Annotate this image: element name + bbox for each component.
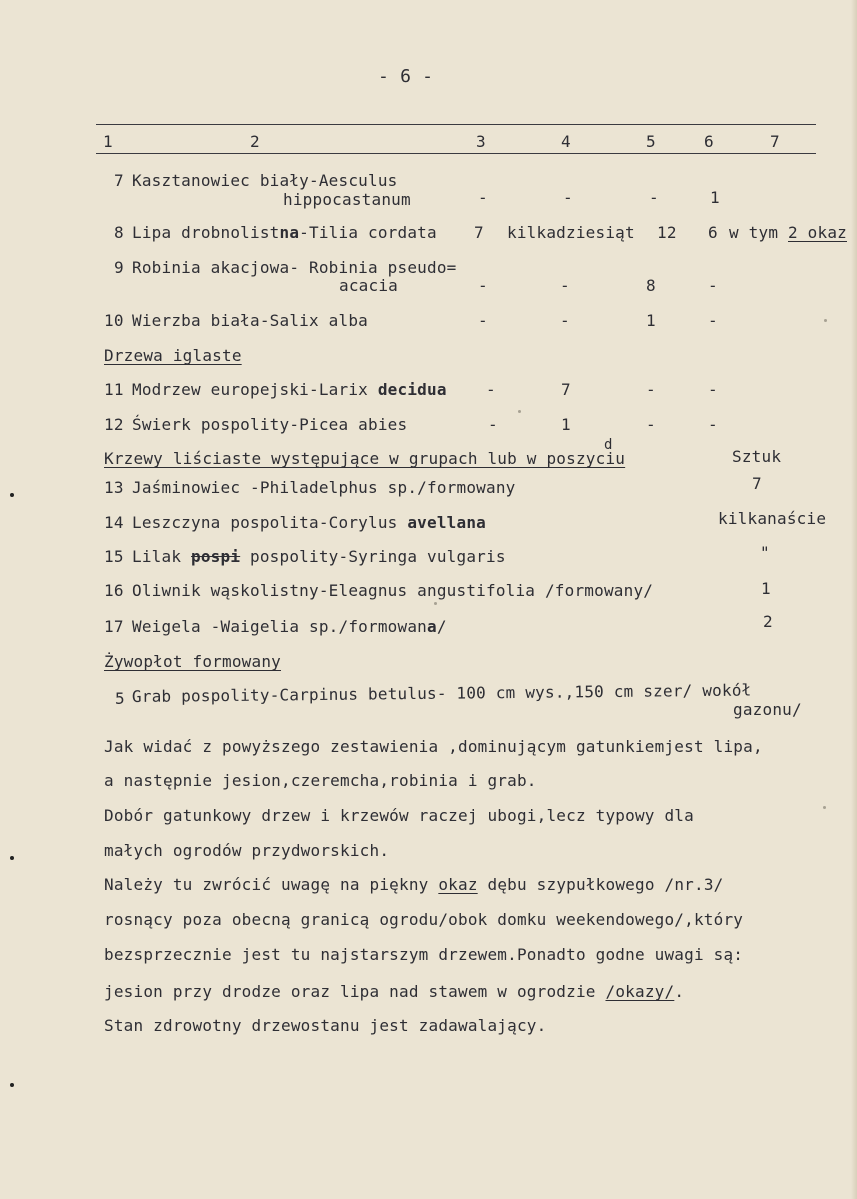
- paragraph-line-4: małych ogrodów przydworskich.: [104, 841, 390, 860]
- shrubs-count-header: Sztuk: [732, 447, 782, 466]
- row-17-name-part-c: /: [436, 617, 447, 636]
- row-15-name: [132, 548, 506, 566]
- row-16-number: 16: [104, 581, 124, 600]
- row-11-number: 11: [104, 380, 124, 399]
- row-8-name: [132, 224, 437, 242]
- row-12-col6: -: [708, 415, 718, 434]
- row-10-col5: 1: [646, 311, 656, 330]
- paragraph-line-5-part-c: dębu szypułkowego /nr.3/: [477, 875, 724, 894]
- col-header-1: 1: [103, 132, 113, 151]
- paragraph-line-5-underlined: okaz: [438, 875, 478, 894]
- row-17-name-part-a: Weigela -Waigelia sp./formowan: [132, 617, 427, 636]
- row-8-number: 8: [114, 223, 124, 242]
- row-7-col4: -: [563, 188, 573, 207]
- section-heading-conifers: Drzewa iglaste: [104, 346, 242, 365]
- page-edge-shadow: [851, 0, 857, 1199]
- row-9-col6: -: [708, 276, 718, 295]
- row-10-name: Wierzba biała-Salix alba: [132, 311, 368, 330]
- row-9-col3: -: [478, 276, 488, 295]
- paragraph-line-8: [104, 983, 684, 1001]
- page-number: - 6 -: [378, 66, 434, 87]
- row-8-col4: kilkadziesiąt: [507, 223, 635, 242]
- row-8-name-part-b: na: [279, 223, 300, 242]
- row-15-name-part-b: pospi: [191, 547, 241, 566]
- row-10-col3: -: [478, 311, 488, 330]
- row-14-name-part-a: Leszczyna pospolita-Corylus: [132, 513, 408, 532]
- row-9-name-cont: acacia: [339, 276, 398, 295]
- row-7-col3: -: [478, 188, 488, 207]
- paragraph-line-9: Stan zdrowotny drzewostanu jest zadawalający.: [104, 1016, 547, 1035]
- row-8-col7-underlined: 2 okaz: [788, 223, 847, 242]
- row-9-number: 9: [114, 258, 124, 277]
- row-11-name-part-b: decidua: [377, 380, 447, 399]
- table-header-top-rule: [96, 124, 816, 125]
- paragraph-line-2: a następnie jesion,czeremcha,robinia i grab.: [104, 771, 537, 790]
- paper-speck: [434, 602, 437, 605]
- row-9-col4: -: [560, 276, 570, 295]
- row-13-name: Jaśminowiec -Philadelphus sp./formowany: [132, 478, 516, 497]
- row-8-col7-text: w tym: [729, 223, 788, 242]
- col-header-6: 6: [704, 132, 714, 151]
- row-15-number: 15: [104, 547, 124, 566]
- row-16-name: Oliwnik wąskolistny-Eleagnus angustifolia /formowany/: [132, 581, 654, 600]
- row-12-col5: -: [646, 415, 656, 434]
- paragraph-line-1: Jak widać z powyższego zestawienia ,dominującym gatunkiemjest lipa,: [104, 737, 763, 756]
- row-17-name: [132, 618, 447, 636]
- row-8-name-part-a: Lipa drobnolist: [132, 223, 280, 242]
- row-9-col5: 8: [646, 276, 656, 295]
- section-heading-shrubs: Krzewy liściaste występujące w grupach lub w poszyciu: [104, 449, 626, 468]
- table-header-bottom-rule: [96, 153, 816, 154]
- row-11-col3: -: [486, 380, 496, 399]
- row-15-name-part-a: Lilak: [132, 547, 191, 566]
- paragraph-line-3: Dobór gatunkowy drzew i krzewów raczej ubogi,lecz typowy dla: [104, 806, 694, 825]
- paragraph-line-5: [104, 876, 724, 894]
- row-12-col4: 1: [561, 415, 571, 434]
- paragraph-line-8-underlined: /okazy/: [605, 982, 675, 1001]
- row-8-col5: 12: [657, 223, 677, 242]
- row-16-col7: 1: [761, 579, 771, 598]
- col-header-7: 7: [770, 132, 780, 151]
- margin-dot: [10, 856, 14, 860]
- paper-speck: [824, 319, 827, 322]
- row-14-name: [132, 514, 486, 532]
- row-7-col5: -: [649, 188, 659, 207]
- row-11-col5: -: [646, 380, 656, 399]
- row-8-name-part-c: -Tilia cordata: [299, 223, 437, 242]
- col-header-5: 5: [646, 132, 656, 151]
- row-7-col6: 1: [710, 188, 720, 207]
- row-10-col4: -: [560, 311, 570, 330]
- section-heading-hedge: Żywopłot formowany: [104, 652, 281, 671]
- row-11-name-part-a: Modrzew europejski-Larix: [132, 380, 378, 399]
- row-17-name-part-b: a: [426, 617, 437, 636]
- paragraph-line-7: bezsprzecznie jest tu najstarszym drzewem.Ponadto godne uwagi są:: [104, 945, 744, 964]
- paragraph-line-6: rosnący poza obecną granicą ogrodu/obok domku weekendowego/,który: [104, 910, 744, 929]
- row-15-col7: ": [760, 543, 770, 562]
- paper-speck: [518, 410, 521, 413]
- row-11-col4: 7: [561, 380, 571, 399]
- row-14-col7: kilkanaście: [718, 509, 827, 528]
- row-14-number: 14: [104, 513, 124, 532]
- row-11-col6: -: [708, 380, 718, 399]
- row-9-name: Robinia akacjowa- Robinia pseudo=: [132, 258, 457, 277]
- row-17-col7: 2: [763, 612, 773, 631]
- hedge-row-name: Grab pospolity-Carpinus betulus- 100 cm wys.,150 cm szer/ wokół: [131, 680, 752, 706]
- row-14-name-part-b: avellana: [407, 513, 486, 532]
- col-header-3: 3: [476, 132, 486, 151]
- row-8-col3: 7: [474, 223, 484, 242]
- shrubs-heading-correction-mark: d: [604, 437, 613, 453]
- margin-dot: [10, 493, 14, 497]
- row-12-name: Świerk pospolity-Picea abies: [132, 415, 408, 434]
- paragraph-line-5-part-a: Należy tu zwrócić uwagę na piękny: [104, 875, 439, 894]
- row-10-col6: -: [708, 311, 718, 330]
- row-8-col7: [729, 224, 847, 242]
- paper-speck: [823, 806, 826, 809]
- row-17-number: 17: [104, 617, 124, 636]
- paragraph-line-8-part-a: jesion przy drodze oraz lipa nad stawem w ogrodzie: [104, 982, 606, 1001]
- hedge-row-number: 5: [115, 689, 125, 708]
- margin-dot: [10, 1083, 14, 1087]
- row-8-col6: 6: [708, 223, 718, 242]
- row-7-name-cont: hippocastanum: [283, 190, 411, 209]
- row-7-number: 7: [114, 171, 124, 190]
- row-15-name-part-c: pospolity-Syringa vulgaris: [240, 547, 506, 566]
- row-13-number: 13: [104, 478, 124, 497]
- row-13-col7: 7: [752, 474, 762, 493]
- row-7-name: Kasztanowiec biały-Aesculus: [132, 171, 398, 190]
- row-11-name: [132, 381, 447, 399]
- row-12-col3: -: [488, 415, 498, 434]
- col-header-4: 4: [561, 132, 571, 151]
- row-10-number: 10: [104, 311, 124, 330]
- col-header-2: 2: [250, 132, 260, 151]
- paragraph-line-8-part-c: .: [674, 982, 685, 1001]
- hedge-row-name-cont: gazonu/: [733, 700, 802, 719]
- row-12-number: 12: [104, 415, 124, 434]
